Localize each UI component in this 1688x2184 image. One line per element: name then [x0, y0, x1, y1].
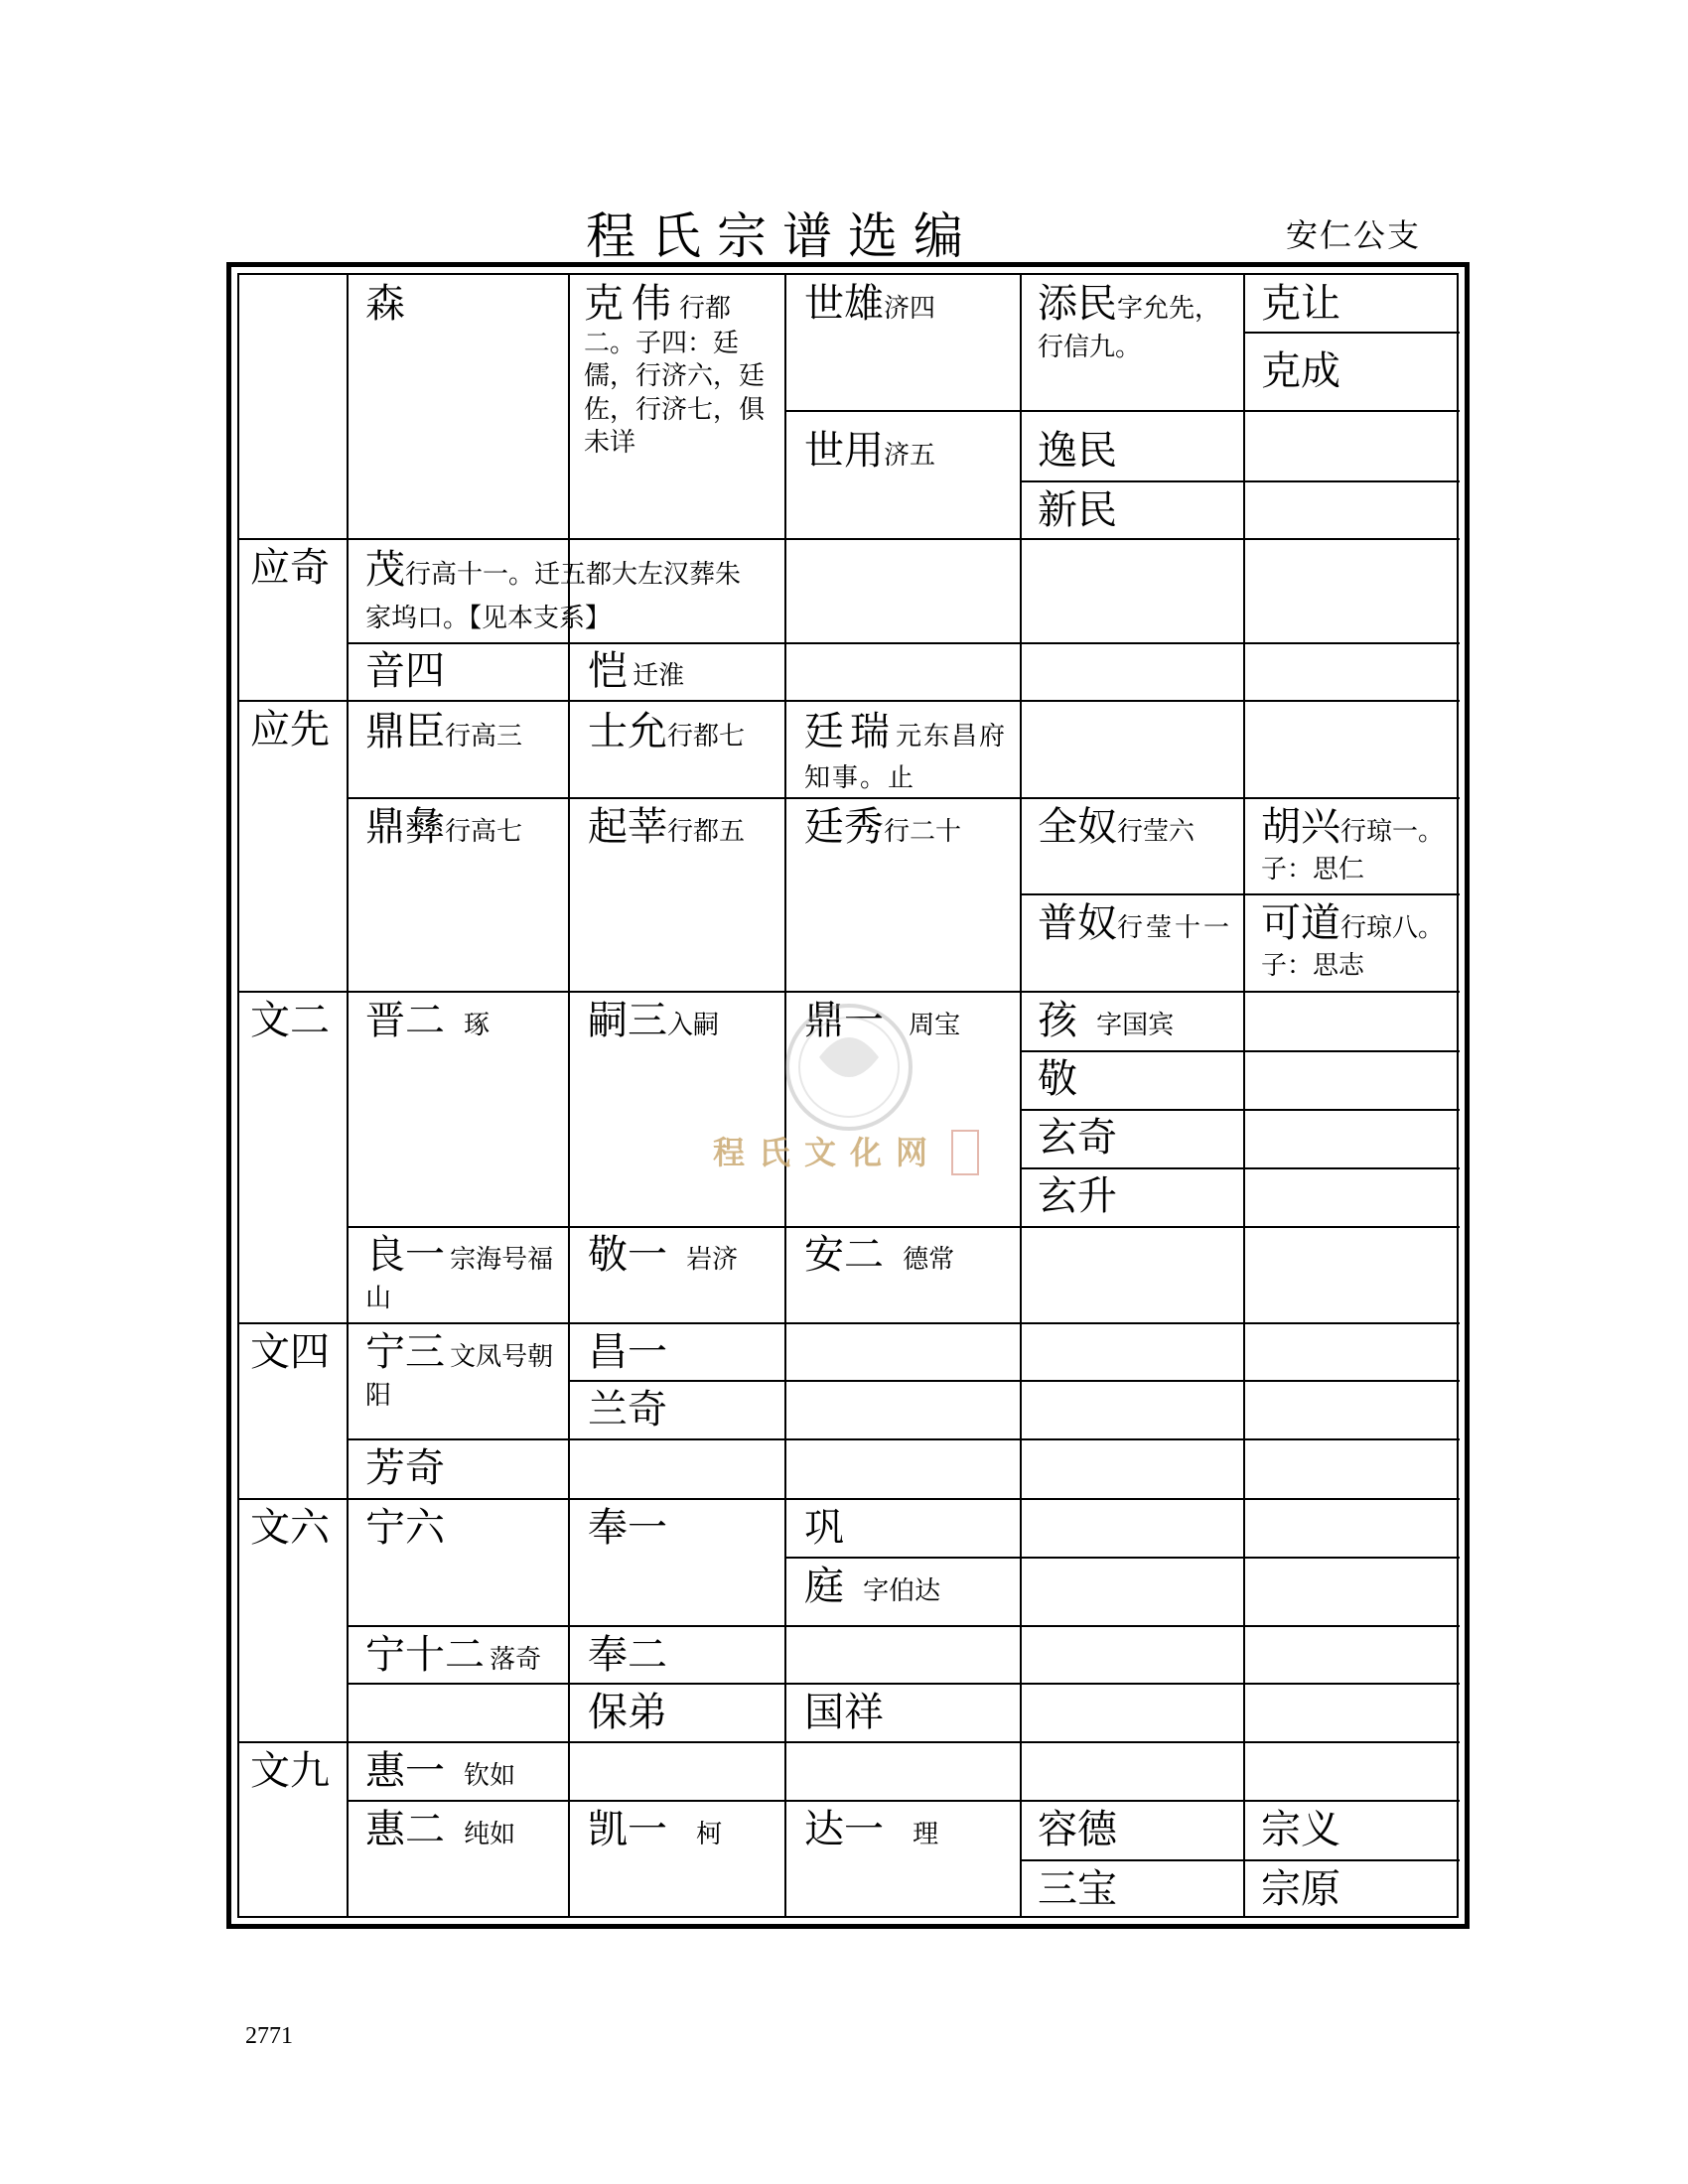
person-entry	[584, 280, 773, 460]
generation-label: 应先	[250, 707, 330, 752]
person-note: 行莹六	[1117, 817, 1196, 847]
person-entry	[588, 997, 776, 1044]
person-name: 音四	[365, 648, 445, 694]
person-name: 奉一	[588, 1505, 667, 1551]
person-name: 玄奇	[1038, 1115, 1117, 1160]
person-entry	[804, 1806, 1013, 1853]
person-name: 添民	[1038, 281, 1117, 327]
person-name: 茂	[365, 547, 405, 593]
person-note: 理	[913, 1820, 939, 1849]
row-divider	[1020, 1109, 1460, 1111]
person-note: 济四	[884, 294, 936, 324]
person-entry	[588, 803, 776, 851]
row-divider	[1020, 1167, 1460, 1169]
person-note: 琢	[464, 1011, 491, 1040]
person-name: 克成	[1261, 348, 1340, 394]
watermark-stamp-icon	[951, 1130, 979, 1175]
watermark-seal-icon	[779, 998, 918, 1137]
person-entry	[365, 1806, 564, 1853]
row-divider	[1020, 1050, 1460, 1052]
person-name: 世用	[804, 428, 884, 474]
person-name: 孩	[1038, 998, 1077, 1043]
person-name: 世雄	[804, 281, 884, 327]
person-note: 周宝	[909, 1011, 961, 1040]
person-entry	[365, 997, 564, 1044]
row-divider	[1020, 893, 1460, 895]
row-divider	[238, 700, 1460, 702]
person-note: 行都五	[667, 817, 746, 847]
row-divider	[347, 1683, 1460, 1685]
person-name: 敬一	[588, 1232, 667, 1278]
person-name: 鼎彝	[365, 804, 445, 850]
person-entry	[588, 708, 776, 755]
person-note: 纯如	[464, 1820, 516, 1849]
person-note: 字允先，行信九。	[1038, 294, 1221, 362]
person-note: 行高七	[445, 817, 523, 847]
person-name: 克让	[1261, 281, 1340, 327]
person-entry	[588, 647, 776, 695]
person-note: 文凤号朝阳	[365, 1342, 554, 1411]
document-title: 程氏宗谱选编	[586, 207, 979, 265]
person-name: 惠二	[365, 1807, 445, 1852]
person-note: 德常	[903, 1245, 955, 1275]
person-entry	[804, 427, 1013, 475]
person-entry	[365, 1631, 564, 1680]
row-divider	[347, 1625, 1460, 1627]
person-entry	[804, 1563, 1013, 1610]
person-name: 逸民	[1038, 428, 1117, 474]
person-entry	[365, 1231, 564, 1318]
person-note: 字伯达	[863, 1576, 941, 1606]
person-name: 全奴	[1038, 804, 1117, 850]
person-note: 行都七	[667, 722, 746, 751]
row-divider	[1243, 332, 1460, 334]
person-entry	[804, 280, 1013, 328]
person-entry	[1261, 803, 1456, 888]
row-divider	[1020, 480, 1460, 482]
person-name: 良一	[365, 1232, 445, 1278]
person-name: 昌一	[588, 1329, 667, 1375]
person-name: 恺	[588, 648, 628, 694]
person-entry	[588, 1806, 776, 1853]
person-note: 行琼一。子：思仁	[1261, 817, 1445, 885]
person-note: 行高三	[445, 722, 523, 751]
column-divider	[347, 274, 349, 1918]
person-name: 克伟	[584, 281, 679, 327]
row-divider	[238, 991, 1460, 993]
page-number: 2771	[245, 2023, 293, 2049]
person-name: 廷秀	[804, 804, 884, 850]
person-name: 宁六	[365, 1505, 445, 1551]
person-note: 济五	[884, 441, 936, 471]
person-note: 行二十	[884, 817, 962, 847]
person-note: 宗海号福山	[365, 1245, 554, 1313]
row-divider	[238, 1741, 1460, 1743]
person-name: 玄升	[1038, 1173, 1117, 1219]
person-name: 凯一	[588, 1807, 667, 1852]
row-divider	[238, 1322, 1460, 1324]
person-note: 行琼八。子：思志	[1261, 913, 1445, 981]
person-name: 巩	[804, 1505, 844, 1551]
generation-label: 文二	[250, 998, 330, 1043]
person-name: 可道	[1261, 900, 1340, 946]
person-note: 落奇	[490, 1645, 542, 1675]
generation-label: 文六	[250, 1505, 330, 1551]
person-entry	[804, 803, 1013, 851]
person-entry	[365, 1747, 564, 1795]
person-name: 宁三	[365, 1329, 445, 1375]
watermark-text: 程氏文化网	[713, 1134, 942, 1171]
person-name: 宗原	[1261, 1866, 1340, 1912]
person-name: 敬	[1038, 1056, 1077, 1102]
person-name: 鼎臣	[365, 709, 445, 754]
person-note: 行高十一。迁五都大左汉葬朱家坞口。【见本支系】	[365, 560, 742, 634]
person-name: 普奴	[1038, 900, 1117, 946]
person-note: 行都二。子四：廷儒，行济六，廷佐，行济七，俱未详	[584, 294, 766, 458]
person-name: 嗣三	[588, 998, 667, 1043]
person-note: 钦如	[464, 1761, 516, 1791]
person-name: 晋二	[365, 998, 445, 1043]
person-entry	[1038, 997, 1236, 1044]
person-name: 奉二	[588, 1632, 667, 1678]
person-entry	[804, 1231, 1013, 1279]
person-note: 字国宾	[1096, 1011, 1175, 1040]
person-name: 宁十二	[365, 1632, 485, 1678]
person-entry	[588, 1231, 776, 1279]
person-name: 容德	[1038, 1807, 1117, 1852]
person-note: 柯	[696, 1820, 723, 1849]
person-note: 迁淮	[633, 661, 685, 691]
person-name: 新民	[1038, 487, 1117, 533]
column-divider	[1020, 274, 1022, 1918]
person-entry	[1038, 803, 1236, 851]
person-name: 安二	[804, 1232, 884, 1278]
person-name: 达一	[804, 1807, 884, 1852]
generation-label: 文四	[250, 1329, 330, 1375]
column-divider	[1243, 274, 1245, 1918]
row-divider	[1020, 1859, 1460, 1861]
person-entry	[365, 546, 763, 640]
person-entry	[1038, 280, 1236, 367]
person-entry	[804, 708, 1013, 799]
row-divider	[568, 1380, 1460, 1382]
row-divider	[784, 1557, 1460, 1559]
person-entry	[365, 803, 564, 851]
person-name: 宗义	[1261, 1807, 1340, 1852]
row-divider	[238, 538, 1460, 540]
person-note: 行莹十一	[1117, 913, 1233, 943]
person-name: 士允	[588, 709, 667, 754]
generation-label: 应奇	[250, 545, 330, 591]
person-entry	[365, 1328, 564, 1416]
person-name: 兰奇	[588, 1387, 667, 1433]
person-name: 惠一	[365, 1748, 445, 1794]
person-name: 鼎一	[804, 998, 884, 1043]
generation-label: 文九	[250, 1748, 330, 1794]
person-name: 廷瑞	[804, 709, 896, 754]
branch-label: 安仁公支	[1286, 216, 1422, 254]
person-name: 芳奇	[365, 1445, 445, 1491]
person-name: 国祥	[804, 1690, 884, 1735]
row-divider	[347, 1438, 1460, 1440]
column-divider	[568, 274, 570, 1918]
person-name: 庭	[804, 1564, 844, 1609]
row-divider	[347, 642, 1460, 644]
person-entry	[1038, 899, 1236, 948]
person-name: 三宝	[1038, 1866, 1117, 1912]
person-note: 入嗣	[667, 1011, 720, 1040]
person-note: 岩济	[686, 1245, 739, 1275]
person-name: 保弟	[588, 1690, 667, 1735]
row-divider	[347, 1800, 1460, 1802]
person-name: 胡兴	[1261, 804, 1340, 850]
person-entry	[365, 280, 559, 328]
row-divider	[347, 1226, 1460, 1228]
person-name: 森	[365, 281, 405, 327]
person-name: 起莘	[588, 804, 667, 850]
row-divider	[238, 1498, 1460, 1500]
person-entry	[1261, 899, 1456, 985]
row-divider	[784, 410, 1460, 412]
person-note: 元东昌府知事。止	[804, 722, 1008, 793]
person-entry	[365, 708, 564, 755]
